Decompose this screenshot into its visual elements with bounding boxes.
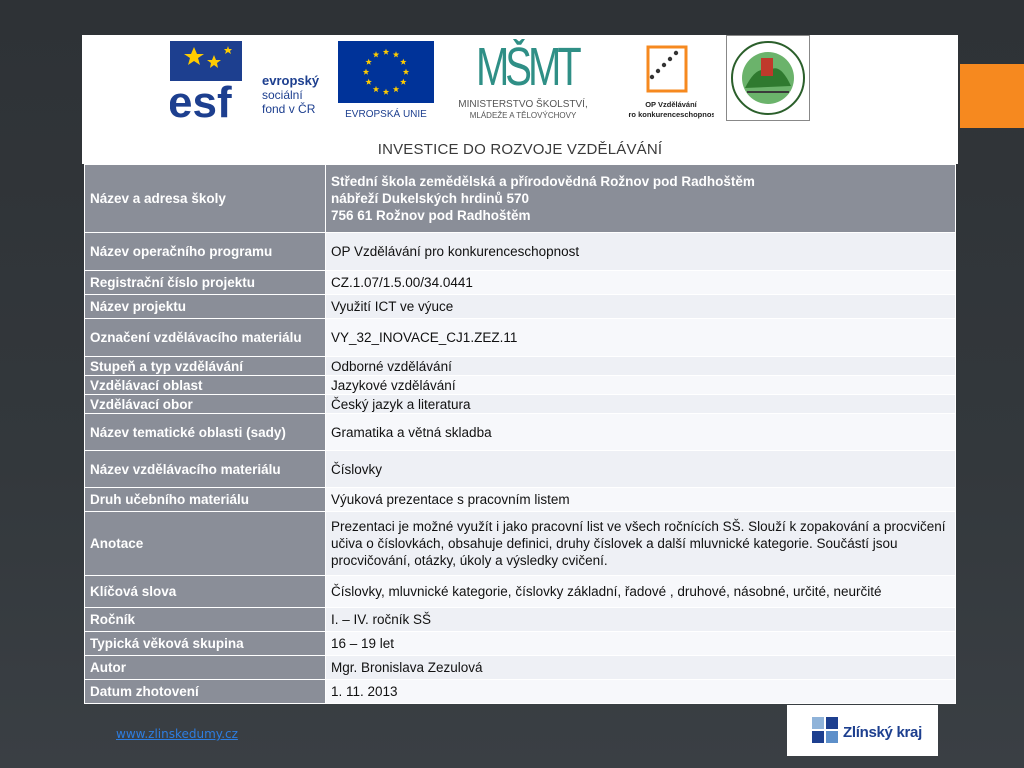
row-value: I. – IV. ročník SŠ — [326, 608, 956, 632]
school-name: Střední škola zemědělská a přírodovědná Rožnov pod Radhoštěm — [331, 174, 755, 189]
op-line1: OP Vzdělávání — [645, 100, 697, 109]
row-label: Název tematické oblasti (sady) — [85, 414, 326, 451]
table-row — [85, 165, 956, 233]
row-label: Ročník — [85, 608, 326, 632]
row-label: Název projektu — [85, 295, 326, 319]
school-street: nábřeží Dukelských hrdinů 570 — [331, 191, 530, 206]
esf-logo — [170, 41, 328, 119]
esf-line1: evropský — [262, 73, 320, 88]
orange-accent-tab — [960, 64, 1024, 128]
table-row — [85, 656, 956, 680]
row-value: Mgr. Bronislava Zezulová — [326, 656, 956, 680]
esf-line2: sociální — [262, 88, 303, 102]
table-row — [85, 512, 956, 576]
row-label: Anotace — [85, 512, 326, 576]
table-row — [85, 680, 956, 704]
row-label: Typická věková skupina — [85, 632, 326, 656]
project-info-table — [84, 164, 956, 704]
table-row — [85, 376, 956, 395]
eu-caption: EVROPSKÁ UNIE — [345, 109, 427, 119]
table-row — [85, 233, 956, 271]
row-value: Výuková prezentace s pracovním listem — [326, 488, 956, 512]
website-link[interactable]: www.zlinskedumy.cz — [116, 727, 238, 741]
investice-tagline: INVESTICE DO ROZVOJE VZDĚLÁVÁNÍ — [377, 141, 663, 158]
table-row — [85, 632, 956, 656]
row-label: Datum zhotovení — [85, 680, 326, 704]
row-label: Označení vzdělávacího materiálu — [85, 319, 326, 357]
row-value — [326, 165, 956, 233]
msmt-logo — [440, 39, 606, 121]
row-label: Název a adresa školy — [85, 165, 326, 233]
row-label: Vzdělávací obor — [85, 395, 326, 414]
table-row — [85, 319, 956, 357]
msmt-mark: MŠMT — [476, 39, 578, 98]
table-row — [85, 395, 956, 414]
row-label: Registrační číslo projektu — [85, 271, 326, 295]
row-value: Gramatika a větná skladba — [326, 414, 956, 451]
table-row — [85, 295, 956, 319]
zlinsky-kraj-logo — [787, 705, 938, 756]
table-row — [85, 451, 956, 488]
row-label: Druh učebního materiálu — [85, 488, 326, 512]
table-row — [85, 608, 956, 632]
row-label: Název operačního programu — [85, 233, 326, 271]
esf-letters: esf — [170, 78, 232, 119]
row-label: Vzdělávací oblast — [85, 376, 326, 395]
table-row — [85, 271, 956, 295]
op-line2: pro konkurenceschopnost — [628, 110, 714, 119]
row-value: Číslovky, mluvnické kategorie, číslovky základní, řadové , druhové, násobné, určité, neurčité — [326, 576, 956, 608]
row-label: Stupeň a typ vzdělávání — [85, 357, 326, 376]
table-row — [85, 357, 956, 376]
msmt-line2: MLÁDEŽE A TĚLOVÝCHOVY — [469, 111, 577, 120]
row-value: Odborné vzdělávání — [326, 357, 956, 376]
msmt-line1: MINISTERSTVO ŠKOLSTVÍ, — [458, 99, 588, 110]
row-value: Český jazyk a literatura — [326, 395, 956, 414]
esf-line3: fond v ČR — [262, 102, 316, 116]
row-value: VY_32_INOVACE_CJ1.ZEZ.11 — [326, 319, 956, 357]
eu-flag-logo — [338, 41, 434, 119]
row-value: CZ.1.07/1.5.00/34.0441 — [326, 271, 956, 295]
row-value: Číslovky — [326, 451, 956, 488]
table-row — [85, 576, 956, 608]
row-label: Klíčová slova — [85, 576, 326, 608]
table-row — [85, 488, 956, 512]
row-value: Prezentaci je možné využít i jako pracovní list ve všech ročnících SŠ. Slouží k zopakování a procvičení učiva o číslovkách, obsahuje definici, druhy číslovek a další mluvnické kategorie. Součástí jsou procvičování, otázky, úkoly a výsledky cvičení. — [326, 512, 956, 576]
row-label: Autor — [85, 656, 326, 680]
table-row — [85, 414, 956, 451]
school-emblem — [726, 35, 810, 121]
row-value: Využití ICT ve výuce — [326, 295, 956, 319]
logo-band — [82, 35, 958, 164]
school-city: 756 61 Rožnov pod Radhoštěm — [331, 208, 531, 223]
row-value: OP Vzdělávání pro konkurenceschopnost — [326, 233, 956, 271]
zlinsky-kraj-text: Zlínský kraj — [843, 724, 922, 741]
row-value: 16 – 19 let — [326, 632, 956, 656]
row-label: Název vzdělávacího materiálu — [85, 451, 326, 488]
op-vzdelavani-logo — [628, 41, 714, 121]
row-value: 1. 11. 2013 — [326, 680, 956, 704]
row-value: Jazykové vzdělávání — [326, 376, 956, 395]
